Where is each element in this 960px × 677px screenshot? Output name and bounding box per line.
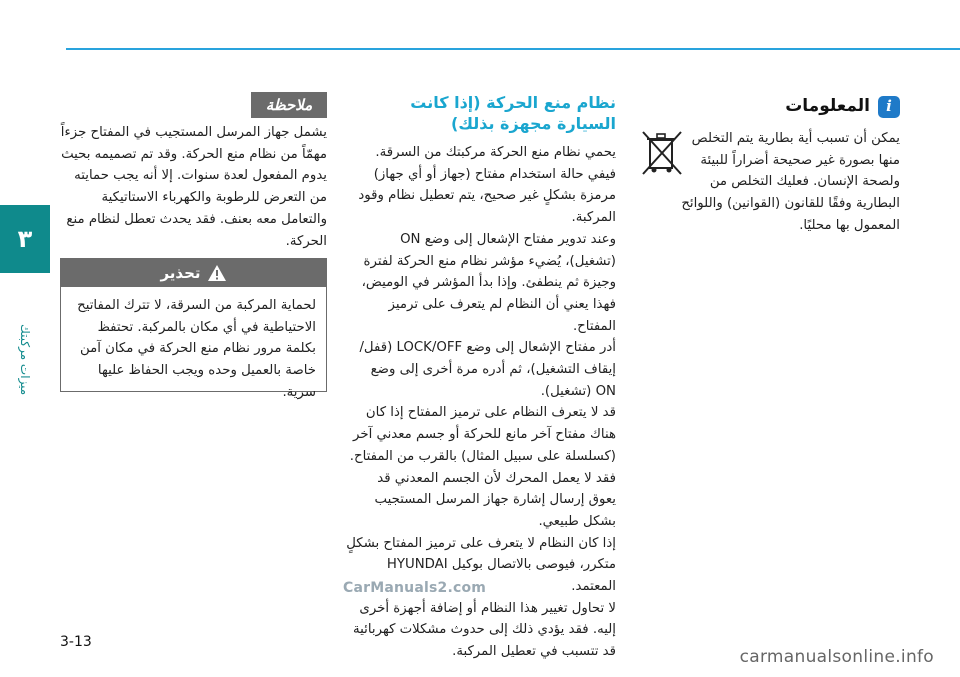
info-icon: i [878, 96, 900, 118]
immobilizer-paragraph: قد لا يتعرف النظام على ترميز المفتاح إذا كان هناك مفتاح آخر مانع للحركة أو جسم معدني آخر (كسلسلة على سبيل المثال) بالقرب من المفتاح. فقد لا يعمل المحرك لأن الجسم المعدني قد يعوق إرسال إشارة جهاز المرسل المستجيب بشكل طبيعي. [349, 405, 616, 529]
page-number: 3-13 [60, 634, 92, 650]
tip-text: يشمل جهاز المرسل المستجيب في المفتاح جزءاً مهمّاً من نظام منع الحركة. وقد تم تصميمه بحيث يدوم المفعول لعدة سنوات. إلا أنه يجب حمايته من التعرض للرطوبة والكهرباء الاستاتيكية والتعامل معه بعنف. فقد يحدث تعطل لنظام منع الحركة. [60, 125, 327, 249]
immobilizer-column [346, 92, 616, 663]
chapter-tab[interactable]: ٣ [0, 205, 50, 273]
warning-label: تحذير [160, 264, 201, 282]
info-heading [633, 92, 900, 122]
tip-label: ملاحظة [251, 92, 327, 118]
info-text: يمكن أن تسبب أية بطارية يتم التخلص منها بصورة غير صحيحة أضراراً للبيئة ولصحة الإنسان. فعليك التخلص من البطارية وفقًا للقانون (القوانين) واللوائح المعمول بها محليًا. [681, 131, 900, 233]
immobilizer-paragraph: وعند تدوير مفتاح الإشعال إلى وضع ON (تشغيل)، يُضيء مؤشر نظام منع الحركة لفترة وجيزة ثم ينطفئ. وإذا بدأ المؤشر في الوميض، فهذا يعني أن النظام لم يتعرف على ترميز المفتاح. [361, 231, 616, 334]
immobilizer-paragraph: يحمي نظام منع الحركة مركبتك من السرقة. فيفي حالة استخدام مفتاح (جهاز أو أي جهاز) مرمزة بشكلٍ غير صحيح، يتم تعطيل نظام وقود المركبة. [358, 145, 616, 226]
footer-site[interactable]: carmanualsonline.info [739, 647, 934, 667]
header-rule [66, 48, 960, 50]
chapter-label: ميزات مركبتك [18, 323, 32, 395]
crossed-bin-icon [639, 128, 685, 178]
info-column [633, 92, 900, 237]
immobilizer-paragraph: إذا كان النظام لا يتعرف على ترميز المفتاح بشكلٍ متكرر، فيوصى بالاتصال بوكيل HYUNDAI المعتمد. [346, 535, 616, 595]
warning-icon [207, 264, 227, 282]
warning-header [61, 259, 326, 287]
info-title: المعلومات [785, 96, 870, 117]
immobilizer-paragraph: أدر مفتاح الإشعال إلى وضع LOCK/OFF (قفل/ إيقاف التشغيل)، ثم أدره مرة أخرى إلى وضع ON (تشغيل). [359, 340, 616, 399]
immobilizer-title: نظام منع الحركة (إذا كانت السيارة مجهزة بذلك) [410, 93, 616, 133]
watermark: CarManuals2.com [343, 580, 487, 596]
warning-box [60, 258, 327, 400]
warning-text: لحماية المركبة من السرقة، لا تترك المفاتيح الاحتياطية في أي مكان بالمركبة. تحتفظ بكلمة مرور نظام منع الحركة في مكان آمن خاصة بالعميل وحده ويجب الحفاظ عليها سرية. [77, 298, 316, 400]
immobilizer-paragraph: لا تحاول تغيير هذا النظام أو إضافة أجهزة أخرى إليه. فقد يؤدي ذلك إلى حدوث مشكلات كهربائية قد تتسبب في تعطيل المركبة. [353, 600, 616, 660]
